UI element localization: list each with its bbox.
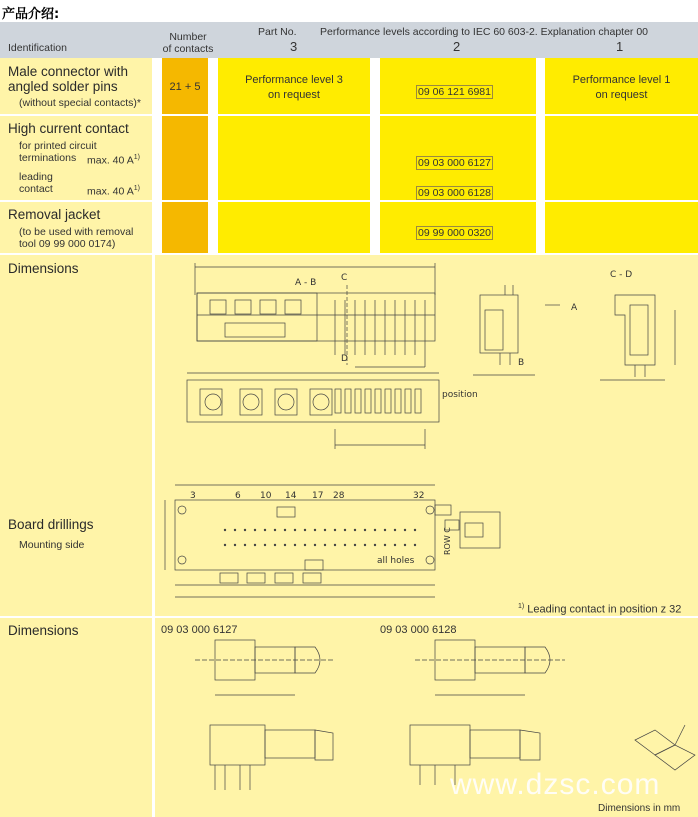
high-current-part-wrap-2 — [416, 181, 493, 200]
removal-part-wrap — [416, 221, 493, 240]
high-current-sub1-rating — [87, 152, 140, 167]
dim-part-number-2: 09 03 000 6128 — [380, 624, 457, 636]
header-identification: Identification — [8, 42, 67, 54]
pin-group — [335, 300, 425, 355]
board-drillings-label: Board drillings — [8, 517, 94, 532]
label-all-holes: all holes — [377, 556, 415, 566]
rating-text: max. 40 A — [87, 154, 134, 167]
male-part-number: 09 06 121 6981 — [418, 86, 491, 98]
header-level-1: 1 — [616, 39, 624, 54]
table-header — [0, 22, 698, 58]
high-current-title: High current contact — [8, 121, 129, 136]
label-c: C — [341, 273, 348, 283]
header-performance-levels: Performance levels according to IEC 60 603-2. Explanation chapter 00 — [320, 26, 649, 38]
label-ab: A - B — [295, 278, 317, 288]
male-contacts-count: 21 + 5 — [169, 81, 201, 93]
footnote-ref: 1) — [133, 185, 140, 192]
label-num32: 32 — [413, 491, 425, 501]
level3-text-1: Performance level 3 — [245, 74, 343, 86]
level3-text-2: on request — [268, 89, 320, 101]
high-current-sub1-line1: for printed circuit — [19, 140, 97, 152]
row-divider — [218, 200, 698, 202]
male-part-no-wrap — [416, 80, 493, 99]
label-num10: 10 — [260, 491, 272, 501]
male-connector-note: (without special contacts)* — [19, 97, 141, 109]
removal-part-number: 09 99 000 0320 — [418, 227, 491, 239]
label-num28: 28 — [333, 491, 345, 501]
technical-drawings — [155, 255, 698, 817]
row-divider — [0, 200, 152, 202]
header-part-no: Part No. — [258, 26, 297, 38]
high-current-sub2-line1: leading — [19, 171, 53, 183]
header-level-3: 3 — [290, 39, 298, 54]
high-current-part-number-1: 09 03 000 6127 — [418, 157, 491, 169]
high-current-sub2-rating — [87, 183, 140, 198]
high-current-part-number-2: 09 03 000 6128 — [418, 187, 491, 199]
high-current-part-wrap-1 — [416, 151, 493, 170]
label-d: D — [341, 354, 348, 364]
rating-text: max. 40 A — [87, 185, 134, 198]
male-connector-title-1: Male connector with — [8, 64, 129, 79]
footnote-ref: 1) — [133, 154, 140, 161]
high-current-sub1-line2: terminations — [19, 152, 77, 164]
label-a: A — [571, 303, 578, 313]
dimensions-label: Dimensions — [8, 261, 79, 276]
high-current-sub2-line2: contact — [19, 183, 53, 195]
footnote-number: 1) — [518, 603, 525, 610]
page-heading: 产品介绍: — [2, 7, 60, 22]
removal-jacket-sub-1: (to be used with removal — [19, 226, 134, 238]
label-position: position — [442, 390, 478, 400]
label-row-c: ROW C — [443, 527, 452, 555]
watermark: www.dzsc.com — [450, 768, 661, 801]
level1-text-2: on request — [595, 89, 648, 101]
dimensions-label-2: Dimensions — [8, 623, 79, 638]
header-level-2: 2 — [453, 39, 461, 54]
label-num6: 6 — [235, 491, 241, 501]
dimensions-in-mm: Dimensions in mm — [598, 803, 681, 814]
male-connector-title-2: angled solder pins — [8, 79, 118, 94]
removal-jacket-title: Removal jacket — [8, 207, 101, 222]
label-b: B — [518, 358, 525, 368]
label-cd: C - D — [610, 270, 633, 280]
dim-part-number-1: 09 03 000 6127 — [161, 624, 238, 636]
header-number-of-contacts: Number of contacts — [162, 31, 214, 55]
footnote-text: Leading contact in position z 32 — [527, 603, 682, 616]
row-divider — [0, 114, 152, 116]
row-divider — [162, 114, 208, 116]
label-num3: 3 — [190, 491, 196, 501]
label-num14: 14 — [285, 491, 297, 501]
removal-jacket-sub-2: tool 09 99 000 0174) — [19, 238, 116, 250]
level1-text-1: Performance level 1 — [572, 74, 671, 86]
label-num17: 17 — [312, 491, 324, 501]
row-divider — [162, 200, 208, 202]
mounting-side-label: Mounting side — [19, 539, 85, 551]
row-divider — [218, 114, 698, 116]
